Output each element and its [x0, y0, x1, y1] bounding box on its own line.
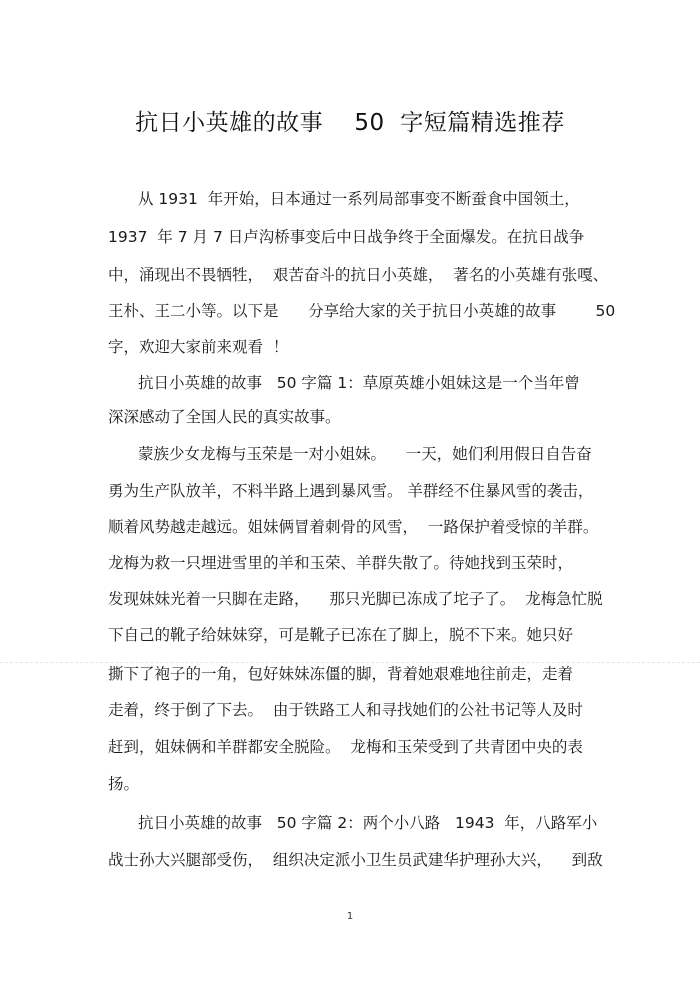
page-fold-divider: [0, 662, 700, 663]
text-line: 撕下了袍子的一角，包好妹妹冻僵的脚，背着她艰难地往前走，走着: [108, 665, 574, 683]
text-line: 发现妹妹光着一只脚在走路， 那只光脚已冻成了坨子了。 龙梅急忙脱: [108, 590, 603, 608]
text-line: 深深感动了全国人民的真实故事。: [108, 408, 341, 426]
text-line: 顺着风势越走越远。姐妹俩冒着刺骨的风雪， 一路保护着受惊的羊群。: [108, 518, 599, 536]
text-line: 王朴、王二小等。以下是 分享给大家的关于抗日小英雄的故事 50: [108, 302, 616, 320]
text-line: 走着，终于倒了下去。 由于铁路工人和寻找她们的公社书记等人及时: [108, 701, 583, 719]
text-line: 龙梅为救一只埋进雪里的羊和玉荣、羊群失散了。待她找到玉荣时，: [108, 554, 574, 572]
text-line: 蒙族少女龙梅与玉荣是一对小姐妹。 一天，她们利用假日自告奋: [138, 445, 592, 463]
text-line: 下自己的靴子给妹妹穿，可是靴子已冻在了脚上，脱不下来。她只好: [108, 626, 574, 644]
text-line: 战士孙大兴腿部受伤， 组织决定派小卫生员武建华护理孙大兴， 到敌: [108, 851, 603, 869]
text-line: 勇为生产队放羊，不料半路上遇到暴风雪。 羊群经不住暴风雪的袭击，: [108, 482, 594, 500]
text-line: 扬。: [108, 775, 140, 793]
text-line: 1937 年 7 月 7 日卢沟桥事变后中日战争终于全面爆发。在抗日战争: [108, 228, 585, 246]
page-number: 1: [346, 911, 354, 922]
text-line: 中，涌现出不畏牺牲， 艰苦奋斗的抗日小英雄， 著名的小英雄有张嘎、: [108, 266, 609, 284]
text-line: 抗日小英雄的故事 50 字篇 1：草原英雄小姐妹这是一个当年曾: [138, 374, 580, 392]
text-line: 从 1931 年开始，日本通过一系列局部事变不断蚕食中国领土，: [138, 190, 580, 208]
document-title: 抗日小英雄的故事 50 字短篇精选推荐: [135, 110, 565, 136]
text-line: 抗日小英雄的故事 50 字篇 2：两个小八路 1943 年，八路军小: [138, 814, 598, 832]
text-line: 字，欢迎大家前来观看 ！: [108, 338, 289, 356]
text-line: 赶到，姐妹俩和羊群都安全脱险。 龙梅和玉荣受到了共青团中央的表: [108, 738, 583, 756]
